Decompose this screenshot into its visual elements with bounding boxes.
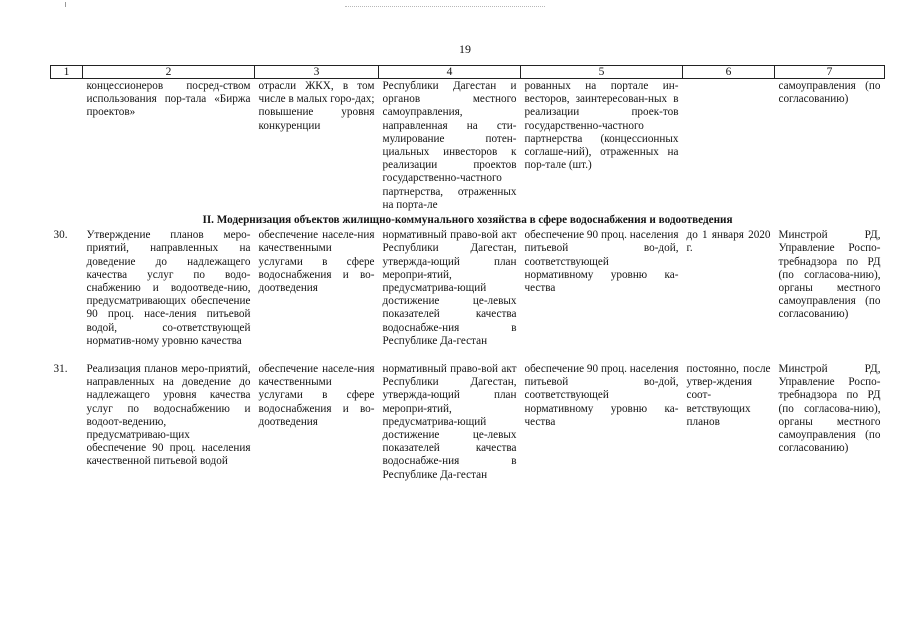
cell-indicator: обеспечение 90 проц. населения питьевой во-дой, соответствующей нормативному уровню ка-чества — [524, 229, 679, 295]
cell-responsible: Минстрой РД, Управление Роспо-требнадзора по РД (по согласова-нию), органы местного самоуправления (по согласованию) — [778, 363, 881, 455]
header-col-5: 5 — [521, 66, 683, 79]
header-col-4: 4 — [379, 66, 521, 79]
action-plan-table — [50, 65, 885, 482]
table-row — [51, 228, 885, 362]
header-col-7: 7 — [775, 66, 885, 79]
table-row — [51, 362, 885, 482]
header-col-2: 2 — [83, 66, 255, 79]
scan-mark — [65, 2, 70, 7]
header-col-3: 3 — [255, 66, 379, 79]
cell-activity: Реализация планов меро-приятий, направленных на доведение до надлежащего уровня качества услуг по водоснабжению и водоот-ведению, предусматриваю-щих обеспечение 90 проц. населения качественной питьевой водой — [86, 363, 251, 468]
cell-result-document: нормативный право-вой акт Республики Дагестан, утвержда-ющий план меропри-ятий, предусматрива-ющий достижение це-левых показателей качества водоснабже-ния в Республике Да-гестан — [382, 363, 517, 481]
header-col-1: 1 — [51, 66, 83, 79]
cell-goal: обеспечение населе-ния качественными услугами в сфере водоснабжения и во-доотведения — [258, 229, 375, 295]
cell-result-document: Республики Дагестан и органов местного самоуправления, направленная на сти-мулирование потен-циальных инвесторов к реализации проектов государственно-частного партнерства, отраженных на порта-ле — [382, 80, 517, 211]
cell-number: 31. — [53, 363, 68, 376]
table-row-continuation — [51, 79, 885, 213]
section-heading-row — [51, 212, 885, 228]
cell-goal: отрасли ЖКХ, в том числе в малых горо-дах; повышение уровня конкуренции — [258, 80, 375, 132]
cell-responsible: Минстрой РД, Управление Роспо-требнадзора по РД (по согласова-нию), органы местного самоуправления (по согласованию) — [778, 229, 881, 321]
cell-result-document: нормативный право-вой акт Республики Дагестан, утвержда-ющий план меропри-ятий, предусматрива-ющий достижение це-левых показателей качества водоснабже-ния в Республике Да-гестан — [382, 229, 517, 347]
cell-indicator: рованных на портале ин-весторов, заинтересован-ных в реализации проек-тов государственно-частного партнерства (концессионных соглаше-ний), отраженных на пор-тале (шт.) — [524, 80, 679, 172]
cell-deadline: постоянно, после утвер-ждения соот-ветствующих планов — [686, 363, 771, 428]
cell-goal: обеспечение населе-ния качественными услугами в сфере водоснабжения и во-доотведения — [258, 363, 375, 428]
cell-activity: Утверждение планов меро-приятий, направленных на доведение до надлежащего качества услуг по водо-снабжению и водоотведе-нию, предусматривающих обеспечение 90 проц. насе-ления питьевой водой, со-ответствующей норматив-ному уровню качества — [86, 229, 251, 347]
section-title: II. Модернизация объектов жилищно-коммунального хозяйства в сфере водоснабжения и водоотведения — [202, 214, 733, 227]
cell-activity: концессионеров посред-ством использования пор-тала «Биржа проектов» — [86, 80, 251, 119]
cell-number: 30. — [53, 229, 68, 242]
cell-indicator: обеспечение 90 проц. населения питьевой во-дой, соответствующей нормативному уровню ка-чества — [524, 363, 679, 428]
cell-responsible: самоуправления (по согласованию) — [778, 80, 881, 106]
column-number-row — [51, 66, 885, 79]
cell-deadline — [683, 79, 775, 213]
scan-artifact — [345, 6, 545, 11]
cell-deadline: до 1 января 2020 г. — [686, 229, 771, 255]
page-number: 19 — [459, 42, 471, 56]
header-col-6: 6 — [683, 66, 775, 79]
cell-number — [51, 79, 83, 213]
